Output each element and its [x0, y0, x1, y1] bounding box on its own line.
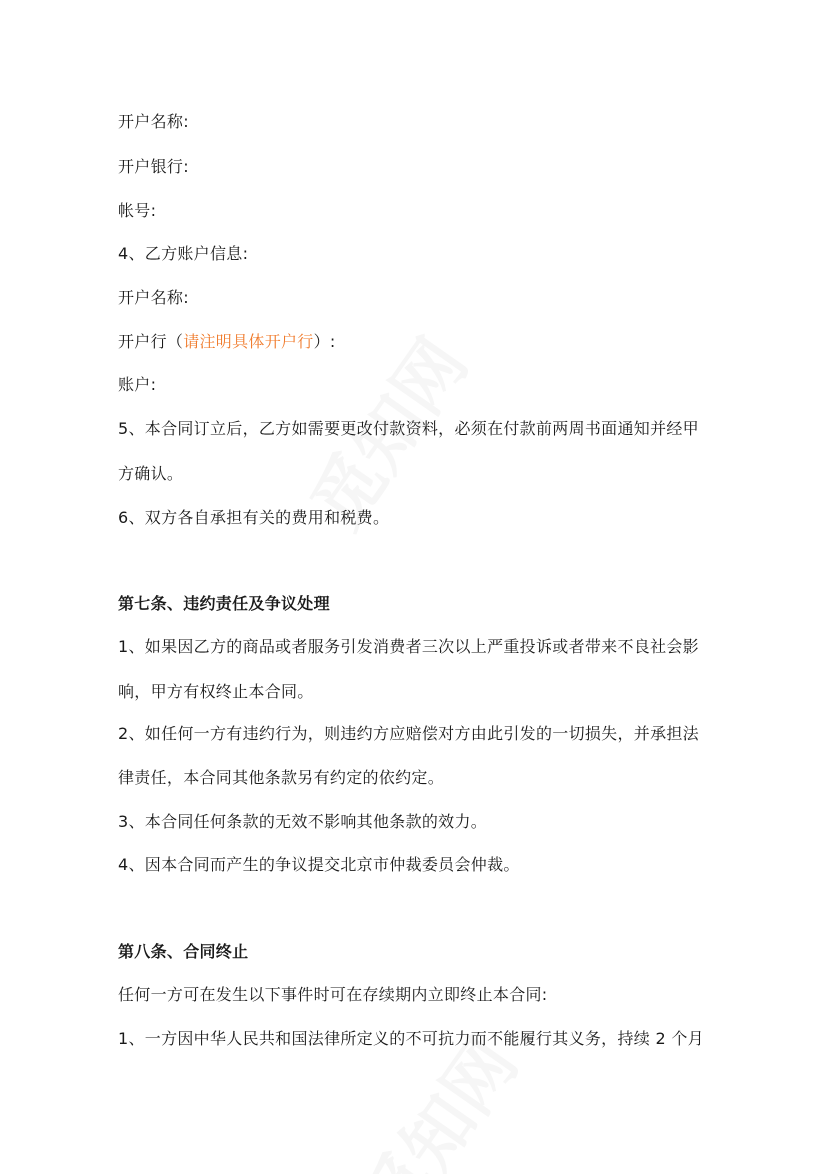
- section-7-clause-1-line-2: 响，甲方有权终止本合同。: [118, 682, 314, 701]
- clause-6: 6、双方各自承担有关的费用和税费。: [118, 508, 390, 527]
- section-7-clause-2-line-1: 2、如任何一方有违约行为，则违约方应赔偿对方由此引发的一切损失，并承担法: [118, 724, 699, 743]
- section-7-clause-3: 3、本合同任何条款的无效不影响其他条款的效力。: [118, 812, 488, 831]
- section-8-title: 第八条、合同终止: [118, 942, 249, 961]
- account-number-label: 帐号:: [118, 201, 157, 220]
- party-b-account-label: 账户:: [118, 375, 157, 394]
- party-b-account-name-label: 开户名称:: [118, 288, 189, 307]
- section-7-clause-2-line-2: 律责任，本合同其他条款另有约定的依约定。: [118, 768, 445, 787]
- bank-label-prefix: 开户行（: [118, 332, 184, 351]
- section-7-title: 第七条、违约责任及争议处理: [118, 594, 330, 613]
- clause-5-line-2: 方确认。: [118, 464, 184, 483]
- bank-label: 开户银行:: [118, 157, 189, 176]
- account-name-label: 开户名称:: [118, 112, 189, 131]
- bank-note-highlight: 请注明具体开户行: [183, 332, 314, 351]
- bank-label-suffix: ）:: [313, 332, 336, 351]
- section-8-intro: 任何一方可在发生以下事件时可在存续期内立即终止本合同:: [118, 985, 548, 1004]
- section-7-clause-4: 4、因本合同而产生的争议提交北京市仲裁委员会仲裁。: [118, 855, 520, 874]
- section-7-clause-1-line-1: 1、如果因乙方的商品或者服务引发消费者三次以上严重投诉或者带来不良社会影: [118, 637, 699, 656]
- party-b-account-info: 4、乙方账户信息:: [118, 244, 249, 263]
- clause-5-line-1: 5、本合同订立后，乙方如需要更改付款资料，必须在付款前两周书面通知并经甲: [118, 419, 699, 438]
- section-8-clause-1: 1、一方因中华人民共和国法律所定义的不可抗力而不能履行其义务，持续 2 个月: [118, 1029, 704, 1048]
- party-b-bank-label: [118, 330, 336, 354]
